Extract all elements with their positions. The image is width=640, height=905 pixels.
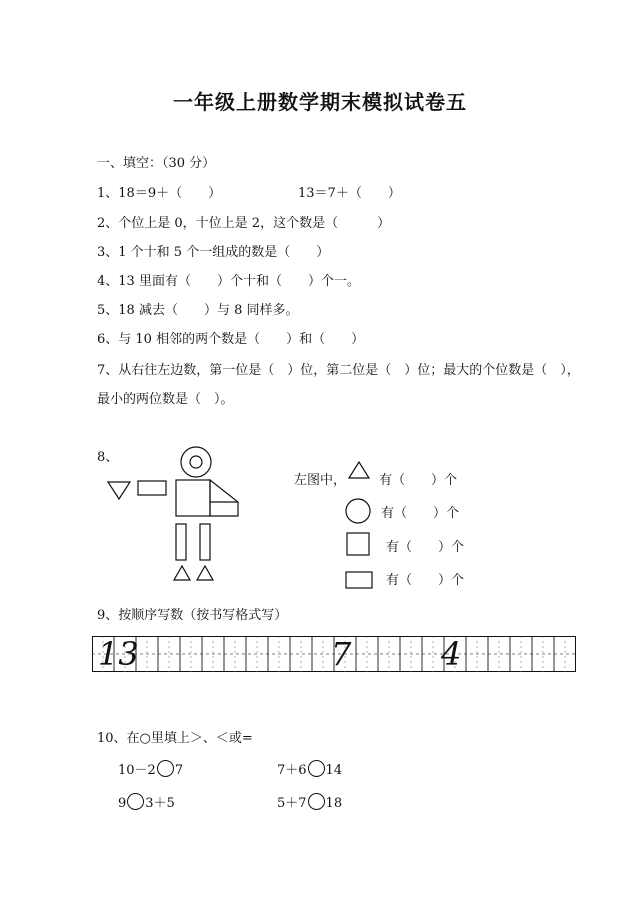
rectangle-icon xyxy=(346,572,372,588)
question-7-line-2: 最小的两位数是（ ）。 xyxy=(97,392,234,407)
answer-circle-2[interactable] xyxy=(308,760,325,777)
compare-left-3: 9 xyxy=(118,796,127,811)
robot-arm-rectangle xyxy=(138,481,166,495)
robot-left-triangle xyxy=(108,482,130,499)
question-3: 3、1 个十和 5 个一组成的数是（ ） xyxy=(97,245,330,260)
grid-digit-4: 4 xyxy=(441,635,462,673)
compare-item-2 xyxy=(277,759,342,778)
question-1b: 13＝7＋（ ） xyxy=(298,186,401,201)
compare-right-4: 18 xyxy=(325,796,343,811)
question-2: 2、个位上是 0，十位上是 2，这个数是（ ） xyxy=(97,216,391,231)
question-4: 4、13 里面有（ ）个十和（ ）个一。 xyxy=(97,274,360,289)
robot-left-foot-triangle xyxy=(174,566,190,580)
grid-digit-7: 7 xyxy=(331,635,352,673)
q8-row-rectangle: 有（ ）个 xyxy=(386,573,465,588)
compare-right-2: 14 xyxy=(325,763,343,778)
shape-robot-figure xyxy=(100,440,250,585)
robot-left-leg xyxy=(176,524,186,560)
compare-item-3 xyxy=(118,792,175,811)
robot-head-inner-circle xyxy=(190,456,202,468)
question-6: 6、与 10 相邻的两个数是（ ）和（ ） xyxy=(97,332,365,347)
question-10-label: 10、在○里填上＞、＜或= xyxy=(97,731,253,746)
question-1a: 1、18＝9＋（ ） xyxy=(97,186,222,201)
question-5: 5、18 减去（ ）与 8 同样多。 xyxy=(97,303,299,318)
q8-row-circle: 有（ ）个 xyxy=(381,506,460,521)
section-heading: 一、填空：（30 分） xyxy=(97,156,216,171)
robot-body-square xyxy=(176,480,210,516)
robot-right-arm xyxy=(210,480,238,516)
writing-grid xyxy=(92,636,576,672)
compare-left-4: 5＋7 xyxy=(277,796,307,811)
robot-right-leg xyxy=(200,524,210,560)
answer-circle-3[interactable] xyxy=(127,793,144,810)
compare-item-4 xyxy=(277,792,342,811)
square-icon xyxy=(347,533,369,555)
q8-row-square: 有（ ）个 xyxy=(386,540,465,555)
compare-right-1: 7 xyxy=(174,763,184,778)
question-9-label: 9、按顺序写数（按书写格式写） xyxy=(97,608,288,623)
compare-left-2: 7＋6 xyxy=(277,763,307,778)
q8-legend-shapes xyxy=(344,460,374,594)
robot-right-foot-triangle xyxy=(197,566,213,580)
question-8-label: 8、 xyxy=(97,450,119,465)
robot-head-circle xyxy=(181,447,211,477)
compare-left-1: 10－2 xyxy=(118,763,156,778)
page-title: 一年级上册数学期末模拟试卷五 xyxy=(173,90,467,114)
compare-right-3: 3＋5 xyxy=(145,796,175,811)
triangle-icon xyxy=(349,462,369,478)
q8-row-triangle: 有（ ）个 xyxy=(379,473,458,488)
question-7-line-1: 7、从右往左边数，第一位是（ ）位，第二位是（ ）位；最大的个位数是（ ）， xyxy=(97,363,580,378)
compare-item-1 xyxy=(118,759,183,778)
answer-circle-1[interactable] xyxy=(157,760,174,777)
answer-circle-4[interactable] xyxy=(308,793,325,810)
q8-prefix: 左图中， xyxy=(294,473,347,488)
circle-icon xyxy=(346,499,370,523)
grid-digit-13: 13 xyxy=(98,635,139,673)
